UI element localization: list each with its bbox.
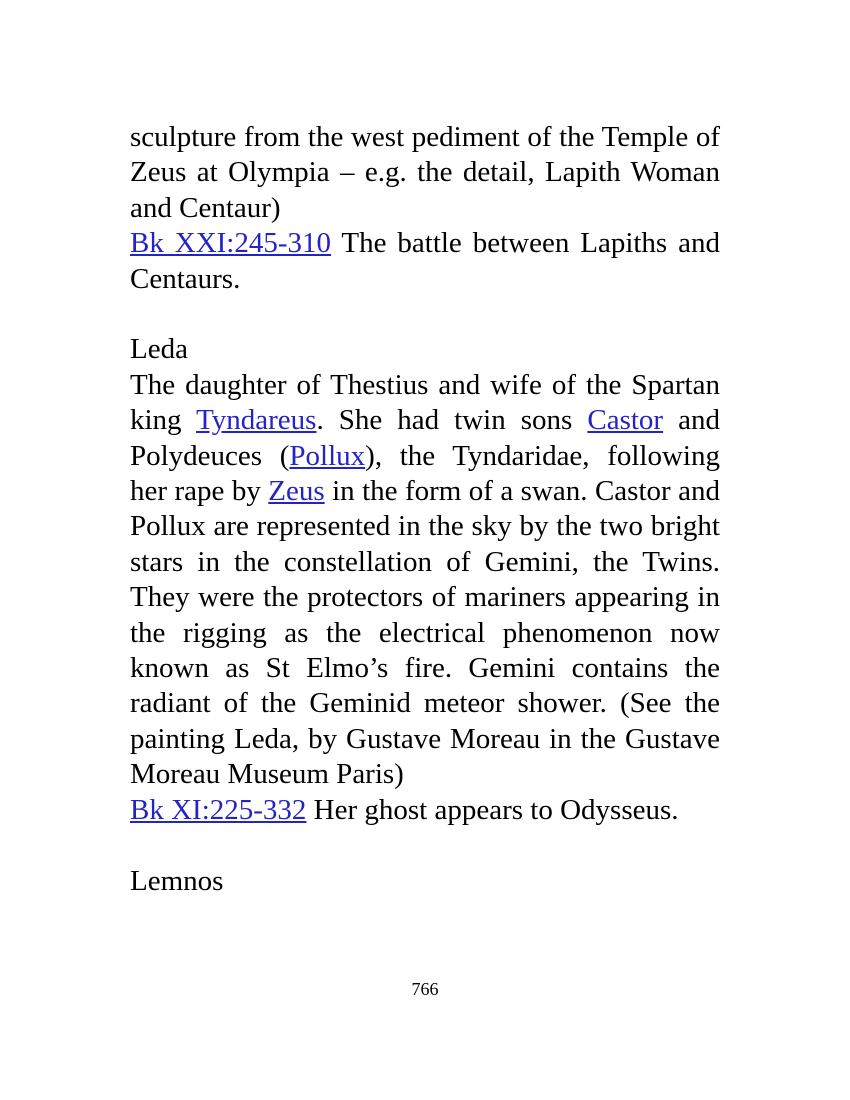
entry-body-leda [130,368,720,828]
continuation-text: sculpture from the west pediment of the Temple of Zeus at Olympia – e.g. the detail, Lapith Woman and Centaur) [130,121,720,224]
book-reference-link[interactable]: Bk XXI:245-310 [130,227,332,260]
paragraph-spacer [130,297,720,332]
link-tyndareus[interactable]: Tyndareus [196,404,317,437]
reference-description: Her ghost appears to Odysseus. [306,793,679,826]
entry-heading-leda: Leda [130,333,188,366]
link-zeus[interactable]: Zeus [268,475,325,508]
link-castor[interactable]: Castor [587,404,664,437]
book-reference-link[interactable]: Bk XI:225-332 [130,793,307,826]
entry-continuation [130,120,720,297]
paragraph-spacer [130,828,720,863]
reference-description: The battle between Lapiths and Centaurs. [130,227,720,295]
body-text: ), the Tyndaridae, following her rape by [130,439,720,508]
entry-heading-lemnos: Lemnos [130,864,224,897]
document-page [130,120,720,899]
body-text: and Polydeuces ( [130,404,720,472]
body-text: The daughter of Thestius and wife of the Spartan king [130,368,720,437]
link-pollux[interactable]: Pollux [289,439,366,472]
body-text: in the form of a swan. Castor and Pollux are represented in the sky by the two bright stars in the constellation of Gemini, the Twins. They were the protectors of mariners appearing in the rigging as the electrical phenomenon now known as St Elmo’s fire. Gemini contains the radiant of the Geminid meteor shower. (See the painting Leda, by Gustave Moreau in the Gustave Moreau Museum Paris) [130,475,720,791]
body-text: . She had twin sons [316,404,588,437]
page-number: 766 [411,979,439,999]
